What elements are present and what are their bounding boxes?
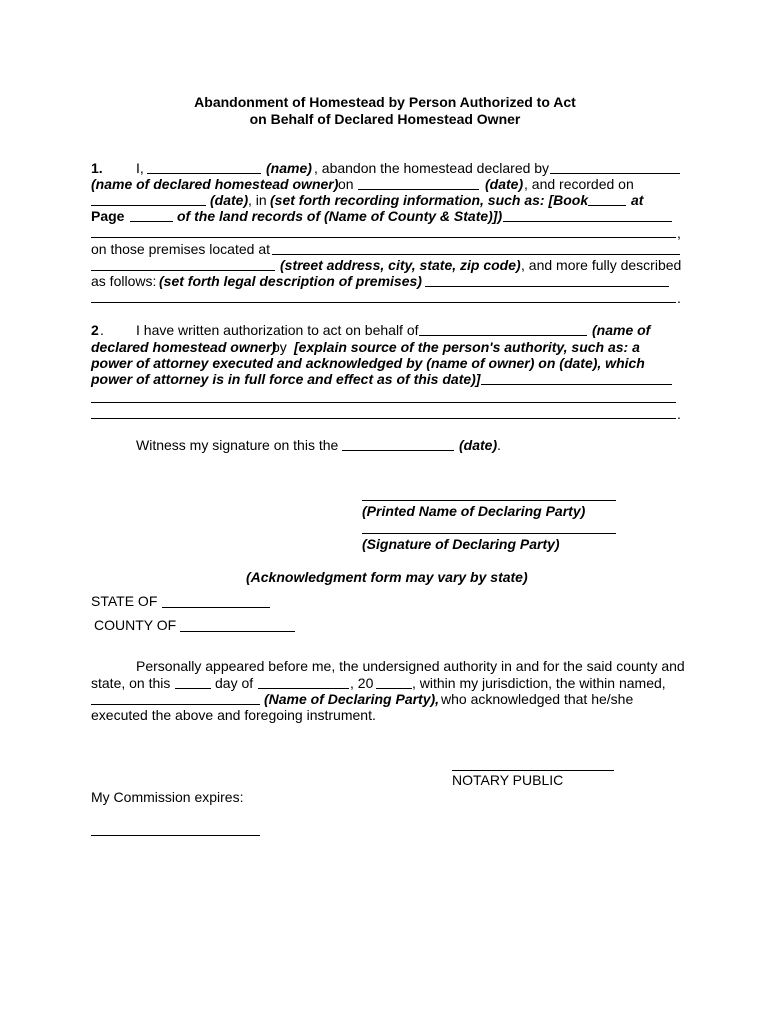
p1-in: , in [248,192,267,208]
authorized-owner-blank[interactable] [419,335,587,336]
p1-i: I, [136,160,144,176]
page-blank[interactable] [130,221,173,222]
state-blank[interactable] [162,607,270,608]
witness-date-label: (date) [459,437,498,453]
p2-written: I have written authorization to act on behalf of [136,322,419,338]
authority-blank[interactable] [481,384,672,385]
ack-personally: Personally appeared before me, the undersigned authority in and for the said county and [136,658,685,674]
named-party-blank[interactable] [91,704,260,705]
p1-date1-label: (date) [485,176,524,192]
p1-name-label: (name) [266,160,312,176]
witness-text: Witness my signature on this the [136,437,339,453]
p1-abandon: , abandon the homestead declared by [314,160,550,176]
p1-legal-label: (set forth legal description of premises) [159,273,422,289]
signature-label: (Signature of Declaring Party) [362,536,560,552]
p2-dot: . [100,322,104,338]
owner-blank[interactable] [550,173,680,174]
paragraph-2-number: 2 [91,322,99,338]
ack-twenty: , 20 [350,675,374,691]
p1-street-label: (street address, city, state, zip code) [280,257,521,273]
notary-signature-line[interactable] [452,770,614,771]
p1-period: . [677,290,681,306]
p1-page: Page [91,208,125,224]
ack-name-party: (Name of Declaring Party), [264,691,440,707]
ack-executed: executed the above and foregoing instrument. [91,707,376,723]
p1-more: , and more fully described [521,257,682,273]
county-of-label: COUNTY OF [94,617,177,633]
year-blank[interactable] [376,688,412,689]
p1-setforth: (set forth recording information, such as: [Book [270,192,589,208]
signature-line[interactable] [362,533,616,534]
acknowledgment-note: (Acknowledgment form may vary by state) [246,569,528,585]
state-of-label: STATE OF [91,593,158,609]
street-blank[interactable] [91,270,275,271]
p1-at: at [631,192,644,208]
p2-by: by [272,339,287,355]
book-blank[interactable] [588,205,626,206]
p1-date2-label: (date) [210,192,249,208]
paragraph-1-number: 1. [91,160,103,176]
date1-blank[interactable] [358,189,479,190]
p1-asfollows: as follows: [91,273,157,289]
ack-within: , within my jurisdiction, the within named, [412,675,666,691]
date2-blank[interactable] [91,205,206,206]
p2-nameof: (name of [592,322,651,338]
p1-recorded: , and recorded on [524,176,634,192]
document-title-line1: Abandonment of Homestead by Person Authorized to Act [194,94,576,110]
premises-blank[interactable] [272,254,680,255]
authority-line-2[interactable] [91,418,676,419]
p1-comma: , [677,225,681,241]
p1-owner-label: (name of declared homestead owner) [91,176,339,192]
printed-name-label: (Printed Name of Declaring Party) [362,503,586,519]
p1-premises: on those premises located at [91,241,270,257]
day-blank[interactable] [175,688,211,689]
recording-info-line[interactable] [91,237,676,238]
printed-name-line[interactable] [362,500,616,501]
ack-who: who acknowledged that he/she [441,691,634,707]
county-blank[interactable] [180,631,295,632]
p1-landrec: of the land records of (Name of County & State)]) [177,208,503,224]
month-blank[interactable] [258,688,349,689]
commission-date-line[interactable] [91,835,260,836]
land-records-blank[interactable] [503,221,672,222]
p2-period: . [677,406,681,422]
witness-date-blank[interactable] [342,450,454,451]
p1-on: on [338,176,354,192]
document-title-line2: on Behalf of Declared Homestead Owner [249,111,521,127]
p2-declared: declared homestead owner) [91,339,277,355]
witness-period: . [497,437,501,453]
legal-blank[interactable] [425,286,669,287]
p2-force: power of attorney is in full force and effect as of this date)] [91,371,481,387]
commission-expires-label: My Commission expires: [91,789,244,805]
legal-description-line[interactable] [91,302,676,303]
notary-public-label: NOTARY PUBLIC [452,772,564,788]
p2-explain: [explain source of the person's authority, such as: a [294,339,640,355]
p2-poa: power of attorney executed and acknowledged by (name of owner) on (date), which [91,355,645,371]
name-blank[interactable] [147,173,261,174]
authority-line-1[interactable] [91,402,676,403]
ack-stateon: state, on this [91,675,171,691]
ack-dayof: day of [215,675,254,691]
